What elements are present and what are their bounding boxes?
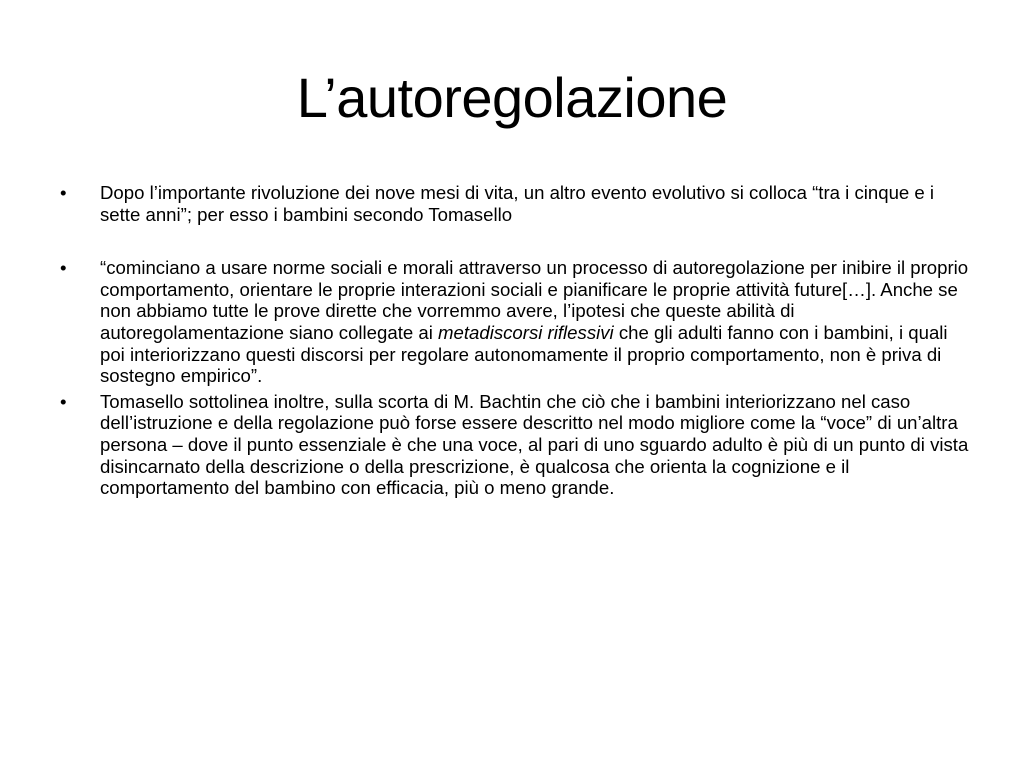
bullet-text: Dopo l’importante rivoluzione dei nove mesi di vita, un altro evento evolutivo si colloca “tra i cinque e i sette anni”; per esso i bambini secondo Tomasello (100, 182, 935, 225)
bullet-marker: • (60, 182, 67, 203)
bullet-item (60, 391, 970, 499)
bullet-list (60, 182, 970, 499)
slide-title: L’autoregolazione (296, 66, 728, 129)
bullet-text-part: che gli adulti fanno con i bambini, i quali poi interiorizzano questi discorsi per regolare autonomamente il proprio comportamento, non è priva di sostegno empirico”. (100, 321, 948, 387)
bullet-marker: • (60, 390, 67, 412)
bullet-text: Tomasello sottolinea inoltre, sulla scorta di M. Bachtin che ciò che i bambini interiorizzano nel caso dell’istruzione e della regolazione può forse essere descritto nel modo migliore come la “voce” di un’altra persona – dove il punto essenziale è che una voce, al pari di uno sguardo adulto è più di un punto di vista disincarnato della descrizione o della prescrizione, è qualcosa che orienta la cognizione e il comportamento del bambino con efficacia, più o meno grande. (100, 390, 969, 499)
bullet-item (60, 182, 970, 225)
bullet-text (100, 257, 968, 386)
bullet-marker: • (60, 257, 67, 279)
bullet-item (60, 257, 970, 387)
bullet-text-italic: metadiscorsi riflessivi (438, 321, 614, 343)
bullet-text-part: “cominciano a usare norme sociali e morali attraverso un processo di autoregolazione per inibire il proprio comportamento, orientare le proprie interazioni sociali e pianificare le proprie attività future[…]. Anche se non abbiamo tutte le prove dirette che vorremmo avere, l’ipotesi che queste abilità di autoregolamentazione siano collegate ai (100, 257, 969, 343)
